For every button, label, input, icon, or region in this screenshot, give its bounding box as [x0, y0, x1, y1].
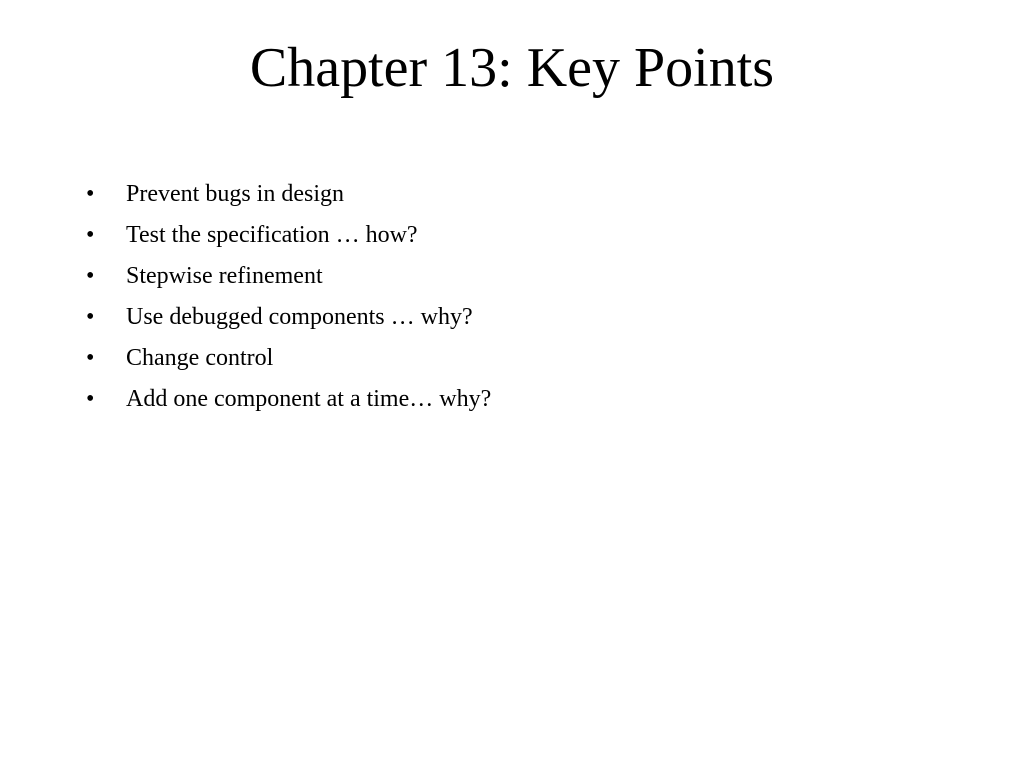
- bullet-text: Use debugged components … why?: [126, 304, 473, 330]
- bullet-text: Stepwise refinement: [126, 263, 323, 289]
- bullet-icon: •: [86, 386, 95, 412]
- bullet-icon: •: [86, 181, 95, 207]
- slide-title: Chapter 13: Key Points: [249, 37, 775, 99]
- bullet-text: Prevent bugs in design: [126, 181, 344, 207]
- bullet-text: Change control: [126, 345, 274, 371]
- bullet-icon: •: [86, 304, 95, 330]
- bullet-text: Add one component at a time… why?: [126, 386, 492, 412]
- bullet-icon: •: [86, 263, 95, 289]
- bullet-icon: •: [86, 222, 95, 248]
- bullet-icon: •: [86, 345, 95, 371]
- bullet-text: Test the specification … how?: [126, 222, 418, 248]
